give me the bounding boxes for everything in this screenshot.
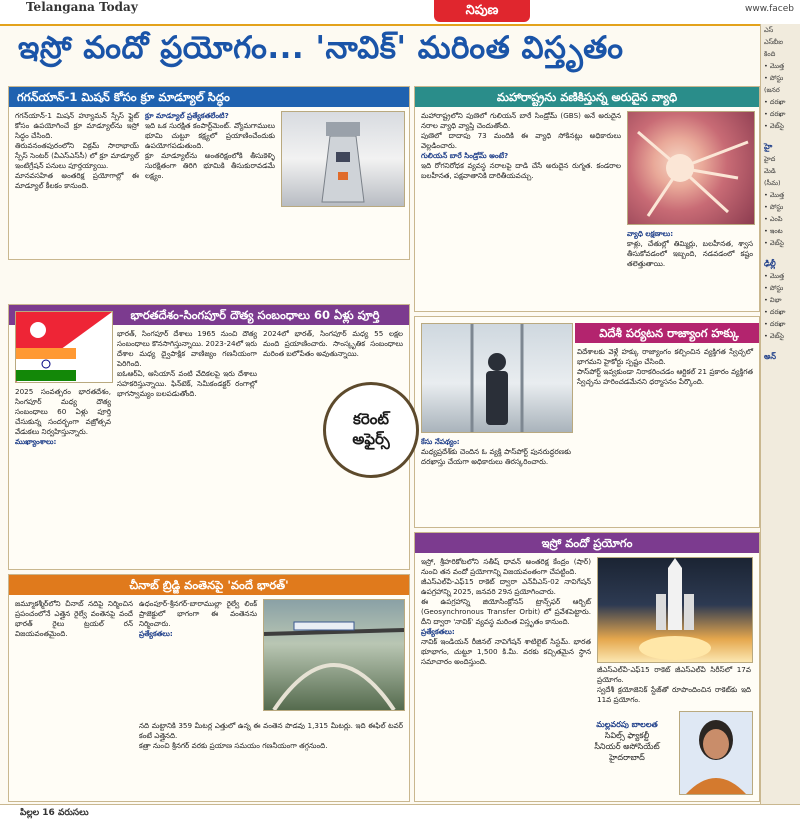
article-column-2 [627,229,753,269]
article-subheading: గులియన్ బారే సిండ్రోమ్ అంటే? [421,151,509,160]
article-paragraph: జీఎస్‌ఎల్‌వీ-ఎఫ్15 రాకెట్ ద్వారా ఎన్‌వీఎస్-02 నావిగేషన్ ఉపగ్రహాన్ని 2025, జనవరి 29న ప్రయోగించారు. [421,577,591,596]
sidebar-line: • పోస్టు [764,203,784,211]
article-paragraph: 2024లో భారత్, సింగపూర్ మధ్య 55 లక్షల మంది ప్రయాణించారు. సాంస్కృతిక సంబంధాలు మరింత బలోపేతం అవుతున్నాయి. [263,329,403,358]
stamp-line: కరెంట్ [353,410,389,428]
sidebar-line: • దరఖా [764,320,786,328]
sidebar-line: • మొత్త [764,62,785,70]
sidebar-line: • మొత్త [764,272,785,280]
footer-strip [0,804,800,823]
article-title: మహారాష్ట్రను వణికిస్తున్న అరుదైన వ్యాధి [415,87,759,107]
page-headline: ఇస్రో వందో ప్రయోగం... 'నావిక్' మరింత విస్తృతం [18,30,624,66]
caption-line: స్వదేశీ క్రయోజెనిక్ స్టేజ్‌తో రూపొందించిన రాకెట్‌కు ఇది 11వ ప్రయోగం. [597,685,751,704]
article-title: ఇస్రో వందో ప్రయోగం [415,533,759,553]
caption-line: జీఎస్‌ఎల్‌వీ-ఎఫ్15 రాకెట్ జీఎస్‌ఎల్‌వీ సిరీస్‌లో 17వ ప్రయోగం. [597,665,751,684]
article-subheading: ప్రత్యేకతలు: [421,627,455,636]
photo-caption [597,665,751,705]
article-subheading: ప్రత్యేకతలు: [139,629,173,638]
sidebar-line: • దరఖా [764,98,786,106]
article-paragraph: క్రూ మాడ్యూల్‌ను అంతరిక్షంలోకి తీసుకెళ్ళి సురక్షితంగా తిరిగి భూమికి తీసుకురావడమే లక్ష్యం. [145,151,275,180]
masthead-section-name: నిపుణ [434,0,530,22]
flags-icon [16,312,112,382]
current-affairs-stamp [323,382,419,478]
article-subheading: కేసు నేపథ్యం: [421,437,460,446]
article-column-1 [421,111,621,181]
article-column-1 [421,557,591,667]
neuron-icon [628,112,754,224]
traveler-icon [422,324,572,432]
stamp-line: అఫైర్స్ [352,430,390,448]
sidebar-line: • దరఖా [764,308,786,316]
article-paragraph: నది మట్టానికి 359 మీటర్ల ఎత్తులో ఉన్న ఈ వంతెన పొడవు 1,315 మీటర్లు. ఇది ఈఫిల్ టవర్ కంటే ఎత్తైనది. [139,721,403,740]
sidebar-line: ఎస్‌బీఐ [764,38,783,46]
article-gaganyaan [8,86,410,260]
sidebar-line: • పోస్టు [764,74,784,82]
article-paragraph: నావిక్ ఇండియన్ రీజినల్ నావిగేషన్ శాటిలైట్ సిస్టమ్. భారత భూభాగం, చుట్టూ 1,500 కి.మీ. వరకు కచ్చితమైన స్థాన సమాచారం అందిస్తుంది. [421,637,591,666]
author-city: హైదరాబాద్ [609,753,645,762]
article-column-3 [139,721,403,751]
article-paragraph: మహారాష్ట్రలోని పుణెలో గులియన్ బారే సిండ్రోమ్ (GBS) అనే అరుదైన నరాల వ్యాధి వ్యాప్తి చెందుతోంది. [421,111,621,130]
sidebar-line: • మొత్త [764,191,785,199]
masthead-url[interactable]: www.faceb [745,4,794,14]
sidebar-line: • వెబ్‌సై [764,239,784,247]
sidebar-heading: హై [764,142,773,151]
article-subheading: వ్యాధి లక్షణాలు: [627,229,674,238]
rocket-launch-photo [597,557,753,663]
sidebar-line: • విభా [764,296,782,304]
sidebar-line: మెడి [764,167,776,175]
author-credit [581,719,673,763]
masthead-publication: Telangana Today [26,0,138,14]
article-paragraph: విదేశాలకు వెళ్లే హక్కు రాజ్యాంగం కల్పించిన వ్యక్తిగత స్వేచ్ఛలో భాగమని హైకోర్టు స్పష్టం చేసింది. [577,347,753,366]
article-paragraph: ఇది రోగనిరోధక వ్యవస్థ నరాలపై దాడి చేసే అరుదైన రుగ్మత. కండరాల బలహీనత, పక్షవాతానికి దారితీయవచ్చు. [421,161,621,180]
article-column-2 [117,329,257,399]
article-column-3 [263,329,403,359]
article-paragraph: ఇస్రో, శ్రీహరికోటలోని సతీష్ ధావన్ అంతరిక్ష కేంద్రం (షార్) నుంచి తన వందో ప్రయోగాన్ని విజయవంతంగా చేపట్టింది. [421,557,591,576]
article-column-1 [421,437,571,467]
author-title: సివిల్స్ ఫ్యాకల్టీ [604,731,650,740]
article-passport [414,316,760,528]
article-title: చీనాబ్ బ్రిడ్జి వంతెనపై 'వందే భారత్' [9,575,409,595]
adjacent-column [760,24,800,804]
article-paragraph: భారత్, సింగపూర్ దేశాలు 1965 నుంచి దౌత్య సంబంధాలు కొనసాగిస్తున్నాయి. 2023-24లో ఇరు దేశాల మధ్య ద్వైపాక్షిక వాణిజ్యం గణనీయంగా పెరిగింది. [117,329,257,368]
article-paragraph: కాళ్లు, చేతుల్లో తిమ్మిర్లు, బలహీనత, శ్వాస తీసుకోవడంలో ఇబ్బంది, నడవడంలో కష్టం తలెత్తుతాయి. [627,239,753,268]
sidebar-line: హైద [764,155,776,163]
article-paragraph: తిరువనంతపురంలోని విక్రమ్ సారాభాయ్ స్పేస్ సెంటర్ (వీఎస్‌ఎస్‌సీ) లో క్రూ మాడ్యూల్ ఇంటిగ్రేషన్ పనులు పూర్తయ్యాయి. [15,141,139,170]
sidebar-line: కింది [764,50,776,58]
author-portrait [679,711,753,795]
sidebar-line: • ఎంపి [764,215,783,223]
sidebar-line: • దరఖా [764,110,786,118]
sidebar-line: • వెబ్‌సై [764,122,784,130]
article-title: విదేశీ పర్యటన రాజ్యాంగ హక్కు [575,323,760,343]
article-paragraph: ఈ ఉపగ్రహాన్ని జియోసింక్రోనస్ ట్రాన్స్‌ఫర్ ఆర్బిట్ (Geosynchronous Transfer Orbit) లో ప్రవేశపెట్టారు. దీని ద్వారా 'నావిక్' వ్యవస్థ మరింత విస్తృతం కానుంది. [421,597,591,626]
article-subheading: ముఖ్యాంశాలు: [15,437,57,446]
article-paragraph: ఇది ఒక సురక్షిత కంపార్ట్‌మెంట్. వ్యోమగాములు భూమి చుట్టూ కక్ష్యలో ప్రయాణించేందుకు ఉపయోగపడుతుంది. [145,121,275,150]
article-isro-100 [414,532,760,802]
article-subheading: క్రూ మాడ్యూల్ ప్రత్యేకతలేంటి? [145,111,229,120]
article-paragraph: ఐఓఆర్ఏ, ఆసియాన్ వంటి వేదికలపై ఇరు దేశాలు సహకరిస్తున్నాయి. ఫిన్‌టెక్, సెమీకండక్టర్ రంగాల్లో భాగస్వామ్యం బలపడుతోంది. [117,369,257,398]
traveler-at-window-photo [421,323,573,433]
article-paragraph: జమ్మూకశ్మీర్‌లోని చీనాబ్ నదిపై నిర్మించిన ప్రపంచంలోనే ఎత్తైన రైల్వే వంతెనపై వందే భారత్ రైలు ట్రయల్ రన్ విజయవంతమైంది. [15,599,133,638]
article-paragraph: 2025 సంవత్సరం భారతదేశం, సింగపూర్ మధ్య దౌత్య సంబంధాలు 60 ఏళ్లు పూర్తి చేసుకున్న సందర్భంగా వజ్రోత్సవ వేడుకలు నిర్వహిస్తున్నారు. [15,387,111,436]
footer-text: పిల్లల 16 వరుసలు [20,808,89,818]
article-title: భారతదేశం-సింగపూర్ దౌత్య సంబంధాలు 60 ఏళ్లు పూర్తి [9,305,409,325]
article-paragraph: గగన్‌యాన్-1 మిషన్ హ్యూమన్ స్పేస్ ఫ్లైట్ కోసం ఉపయోగించే క్రూ మాడ్యూల్‌ను ఇస్రో సిద్ధం చేసింది. [15,111,139,140]
article-column-2 [577,347,753,387]
india-singapore-flags [15,311,113,383]
article-title: గగన్‌యాన్-1 మిషన్ కోసం క్రూ మాడ్యూల్ సిద్ధం [9,87,409,107]
article-paragraph: ఉధంపూర్-శ్రీనగర్-బారాముల్లా రైల్వే లింక్ ప్రాజెక్టులో భాగంగా ఈ వంతెనను నిర్మించారు. [139,599,257,628]
sidebar-line: • పోస్టు [764,284,784,292]
sidebar-line: • ఇంట [764,227,783,235]
article-paragraph: మానవసహిత అంతరిక్ష ప్రయోగాల్లో ఈ మాడ్యూల్ కీలకం కానుంది. [15,171,139,190]
article-vande-bharat [8,574,410,802]
rocket-icon [598,558,752,662]
author-name: మల్లవరపు బాలలత [596,720,658,729]
sidebar-heading: అన్ [764,352,777,361]
crew-module-photo [281,111,405,207]
article-paragraph: కత్రా నుంచి శ్రీనగర్ వరకు ప్రయాణ సమయం గణనీయంగా తగ్గనుంది. [139,741,328,750]
chenab-bridge-photo [263,599,405,711]
article-column-2 [145,111,275,181]
author-org: సీనియర్ అసోసియేట్ [594,742,660,751]
bridge-icon [264,600,404,710]
article-column-2 [139,599,257,639]
masthead-bar [0,0,800,26]
sidebar-line: (సీమ) [764,179,781,187]
sidebar-line: • వెబ్‌సై [764,332,784,340]
sidebar-line: (జనర [764,86,780,94]
article-paragraph: పాస్‌పోర్ట్ ఇవ్వకుండా నిరాకరించడం ఆర్టికల్ 21 ప్రకారం వ్యక్తిగత స్వేచ్ఛను హరించడమేనని ధర్మాసనం పేర్కొంది. [577,367,753,386]
neuron-photo [627,111,755,225]
sidebar-heading: ఢిల్లీ [764,259,776,268]
crew-module-icon [282,112,404,206]
article-column-1 [15,387,111,447]
sidebar-line: ఎస్ [764,26,774,34]
author-portrait-icon [680,712,752,794]
article-column-1 [15,111,139,191]
article-column-1 [15,599,133,639]
article-paragraph: పుణెలో దాదాపు 73 మందికి ఈ వ్యాధి సోకినట్లు అధికారులు వెల్లడించారు. [421,131,621,150]
article-gbs [414,86,760,312]
article-paragraph: మధ్యప్రదేశ్‌కు చెందిన ఓ వ్యక్తి పాస్‌పోర్ట్ పునరుద్ధరణకు దరఖాస్తు చేయగా అధికారులు తిరస్కరించారు. [421,447,571,466]
